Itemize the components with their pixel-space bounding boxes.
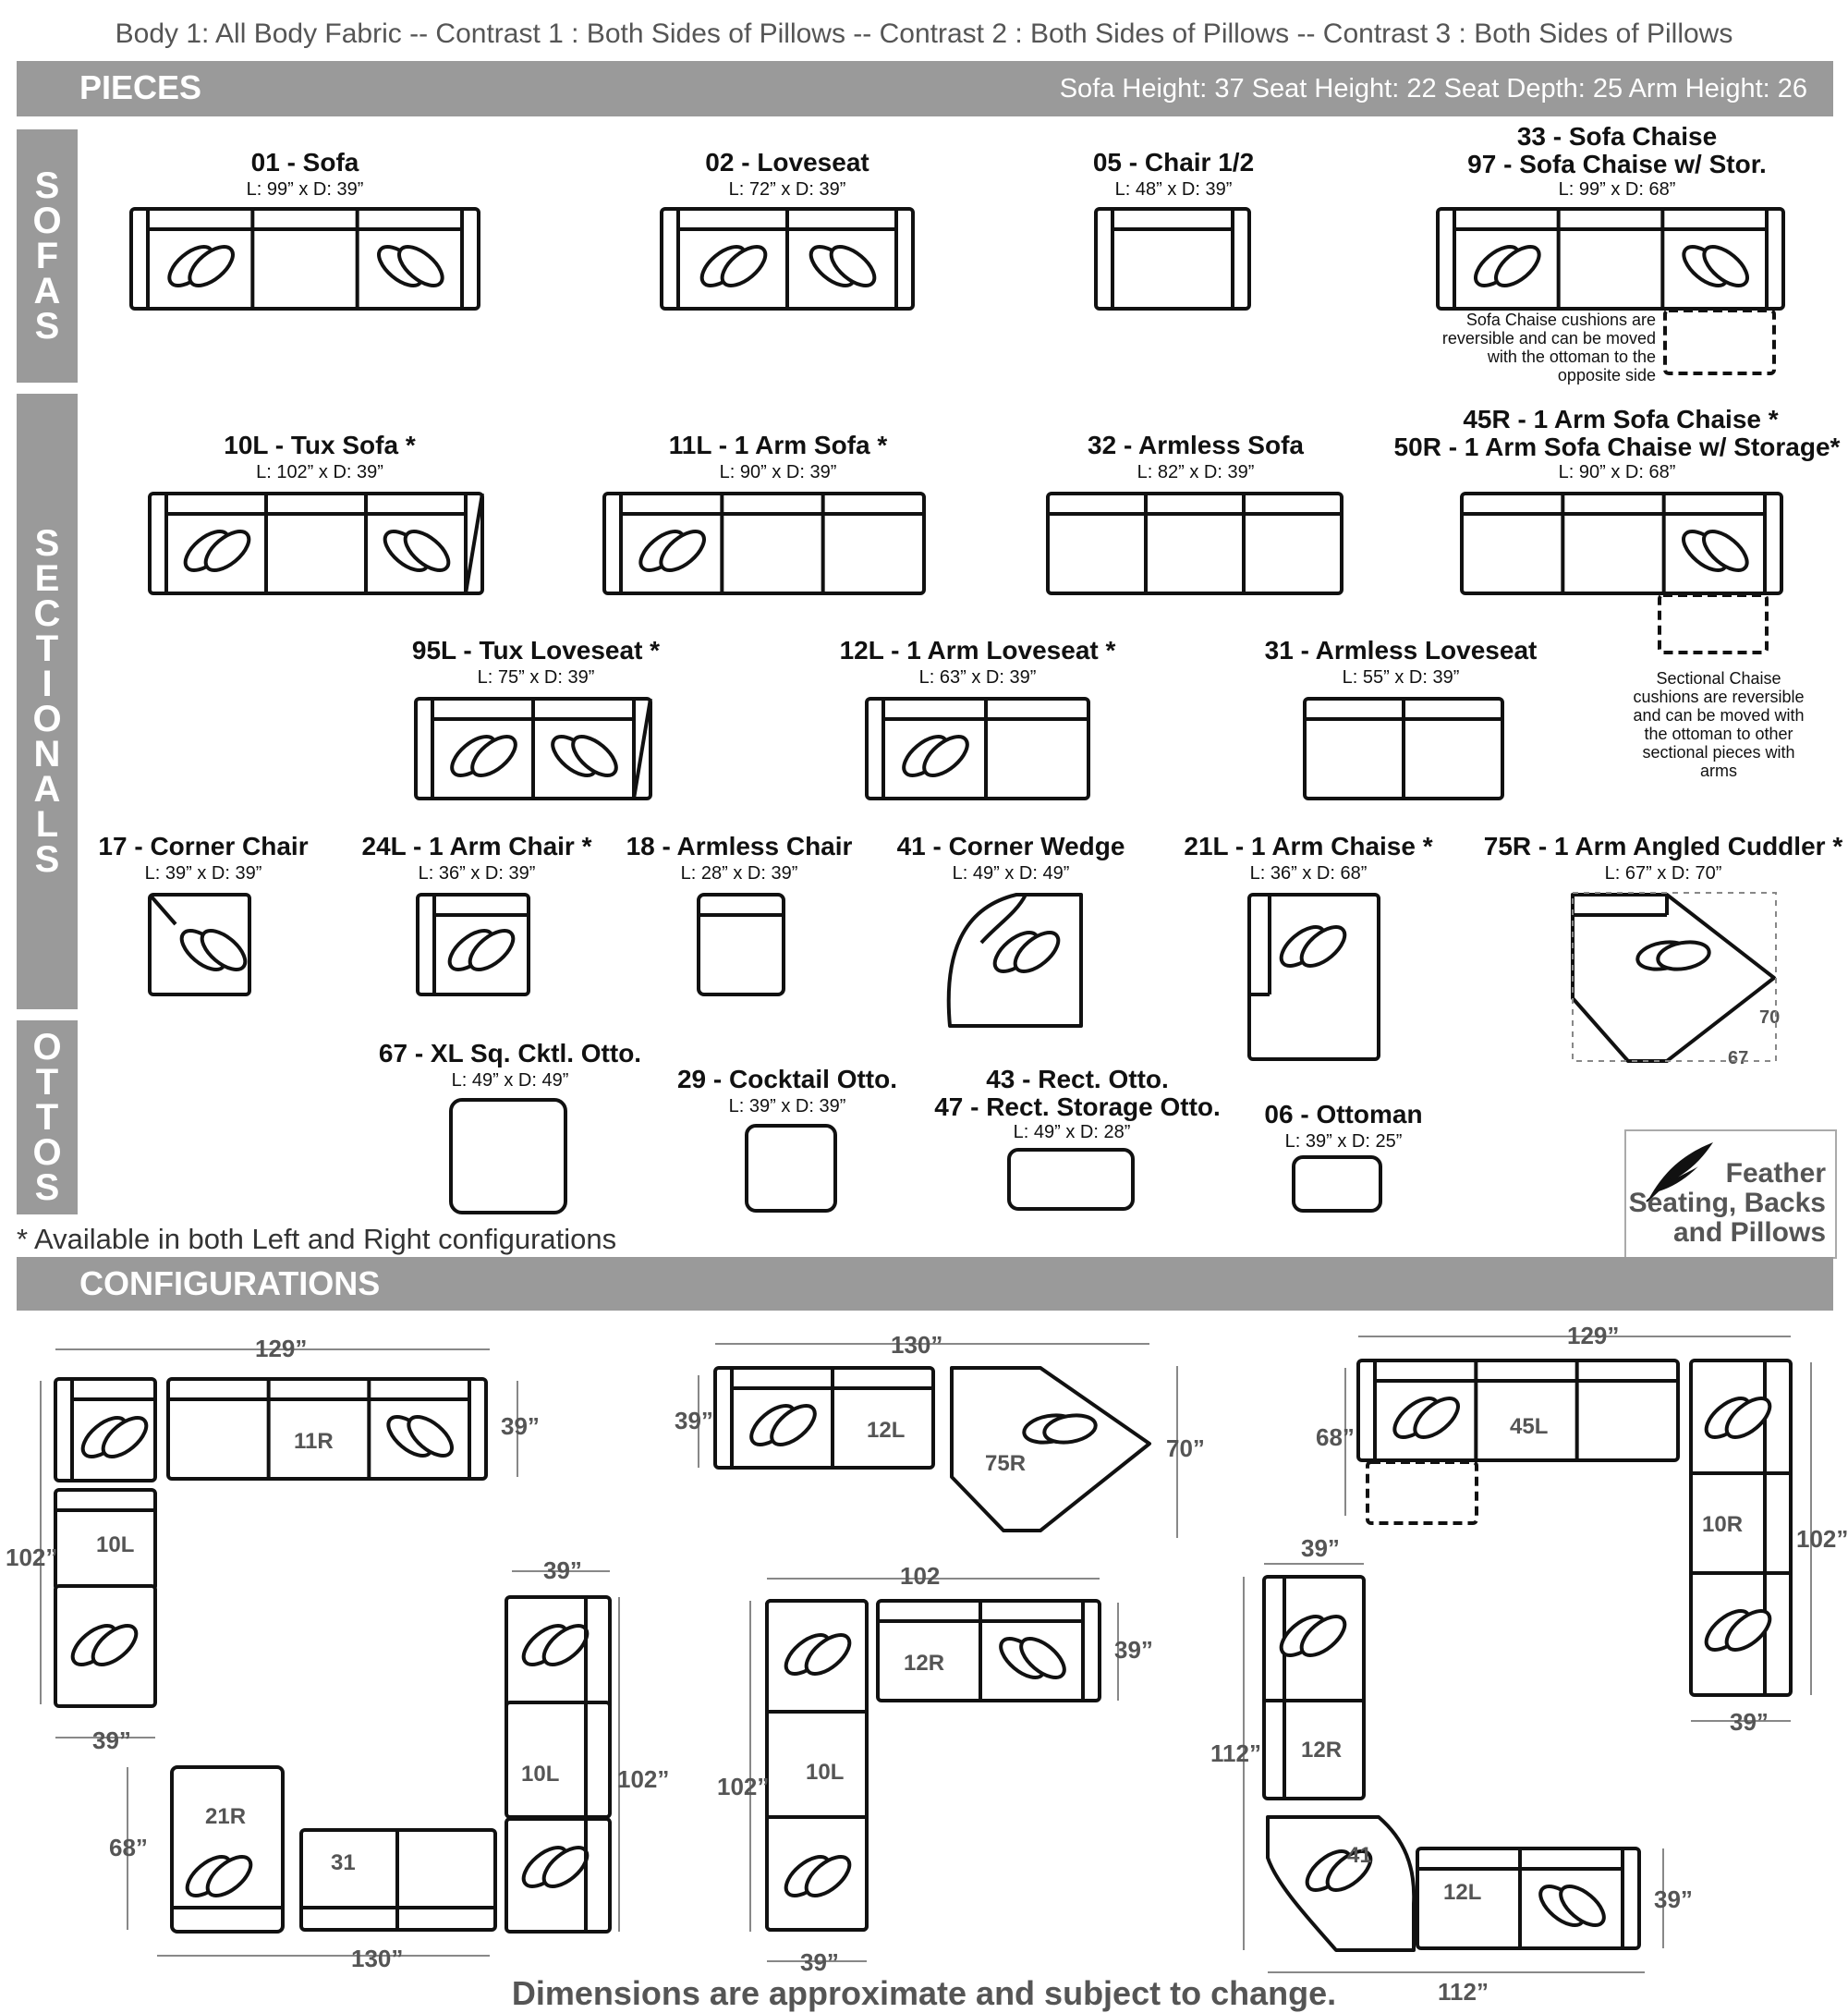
piece-name: 45R - 1 Arm Sofa Chaise * <box>1463 405 1779 433</box>
piece-name: 02 - Loveseat <box>705 148 869 177</box>
piece-outline <box>1009 1150 1133 1209</box>
piece-outline <box>1665 311 1774 373</box>
piece-outline <box>747 1126 835 1211</box>
piece-outline <box>952 1368 1149 1531</box>
config-piece-label: 12R <box>904 1651 945 1676</box>
piece-outline <box>1573 895 1774 1061</box>
cuddler-depth-label: 70 <box>1759 1007 1781 1028</box>
piece-dim: L: 99” x D: 68” <box>1558 179 1676 200</box>
piece-name: 32 - Armless Sofa <box>1088 431 1304 459</box>
config-piece-label: 10L <box>806 1760 845 1785</box>
piece-outline <box>451 1100 565 1213</box>
piece-dim: L: 49” x D: 28” <box>1013 1122 1131 1142</box>
piece-name: 75R - 1 Arm Angled Cuddler * <box>1483 832 1843 860</box>
piece-outline <box>1660 595 1767 653</box>
config-piece-label: 21R <box>205 1804 247 1829</box>
piece-outline <box>1096 209 1249 309</box>
piece-name-alt: 50R - 1 Arm Sofa Chaise w/ Storage* <box>1393 433 1841 461</box>
piece-outline <box>699 895 784 994</box>
config-dimension: 102” <box>1796 1525 1848 1553</box>
config-dimension: 129” <box>255 1335 308 1362</box>
piece-name: 95L - Tux Loveseat * <box>411 636 661 665</box>
piece-name: 29 - Cocktail Otto. <box>676 1065 898 1093</box>
config-piece-label: 12L <box>1443 1880 1482 1905</box>
piece-name: 10L - Tux Sofa * <box>224 431 416 459</box>
piece-name: 05 - Chair 1/2 <box>1092 148 1255 177</box>
piece-name: 18 - Armless Chair <box>626 832 853 860</box>
side-label-sectionals: S E C T I O N A L S <box>17 394 78 1009</box>
piece-name: 31 - Armless Loveseat <box>1264 636 1538 665</box>
piece-name: 21L - 1 Arm Chaise * <box>1184 832 1433 860</box>
piece-name-alt: 47 - Rect. Storage Otto. <box>934 1092 1221 1121</box>
piece-name: 24L - 1 Arm Chair * <box>361 832 592 860</box>
config-dimension: 39” <box>800 1948 839 1976</box>
piece-name: 11L - 1 Arm Sofa * <box>668 431 888 459</box>
piece-dim: L: 39” x D: 39” <box>728 1096 846 1116</box>
config-piece-label: 41 <box>1347 1843 1372 1868</box>
feather-text: Feather Seating, Backs and Pillows <box>1628 1158 1826 1248</box>
piece-dim: L: 39” x D: 39” <box>144 863 262 884</box>
config-dimension: 70” <box>1166 1434 1205 1462</box>
piece-name: 17 - Corner Chair <box>98 832 309 860</box>
side-label-ottos: O T T O S <box>17 1020 78 1214</box>
piece-dim: L: 36” x D: 68” <box>1249 863 1368 884</box>
cuddler-length-label: 67 <box>1728 1048 1749 1068</box>
fabric-info-line: Body 1: All Body Fabric -- Contrast 1 : Both Sides of Pillows -- Contrast 2 : Both Sides of Pillows -- Contrast 3 : Both Sides of Pillows <box>115 18 1733 49</box>
piece-name-alt: 97 - Sofa Chaise w/ Stor. <box>1467 150 1767 178</box>
side-label-sofas: S O F A S <box>17 129 78 383</box>
config-dimension: 112” <box>1210 1739 1261 1767</box>
piece-outline <box>1048 494 1342 593</box>
piece-dim: L: 90” x D: 68” <box>1558 462 1676 482</box>
config-dimension: 39” <box>1114 1636 1153 1664</box>
config-dimension: 130” <box>891 1331 943 1359</box>
piece-outline <box>506 1702 610 1817</box>
config-dimension: 39” <box>1730 1708 1769 1736</box>
config-dimension: 39” <box>543 1556 582 1584</box>
piece-dim: L: 63” x D: 39” <box>918 667 1037 688</box>
config-dimension: 130” <box>351 1945 404 1972</box>
config-piece-label: 45L <box>1510 1414 1549 1439</box>
config-dimension: 102” <box>617 1765 670 1793</box>
config-dimension: 112” <box>1438 1978 1489 2006</box>
piece-name: 06 - Ottoman <box>1264 1100 1423 1128</box>
config-piece-label: 31 <box>331 1850 356 1875</box>
configurations-title: CONFIGURATIONS <box>79 1264 381 1302</box>
config-dimension: 39” <box>1654 1885 1693 1913</box>
piece-dim: L: 102” x D: 39” <box>256 462 383 482</box>
sectional-chaise-note: Sectional Chaise cushions are reversible and can be moved with the ottoman to other sectional pieces with arms <box>1633 669 1805 780</box>
config-piece-label: 12R <box>1301 1738 1343 1763</box>
piece-name: 33 - Sofa Chaise <box>1516 122 1718 151</box>
piece-name: 41 - Corner Wedge <box>896 832 1125 860</box>
config-dimension: 39” <box>92 1726 131 1754</box>
piece-outline <box>1294 1157 1380 1211</box>
piece-dim: L: 48” x D: 39” <box>1114 179 1233 200</box>
config-piece-label: 10L <box>96 1532 135 1557</box>
piece-dim: L: 67” x D: 70” <box>1604 863 1722 884</box>
config-dimension: 129” <box>1567 1322 1620 1349</box>
piece-dim: L: 99” x D: 39” <box>246 179 364 200</box>
config-dimension: 68” <box>1316 1423 1355 1451</box>
piece-name: 67 - XL Sq. Cktl. Otto. <box>378 1039 642 1068</box>
config-dimension: 102” <box>717 1773 770 1800</box>
disclaimer-footer: Dimensions are approximate and subject to change. <box>511 1974 1337 2012</box>
piece-outline <box>1368 1462 1477 1523</box>
piece-dim: L: 90” x D: 39” <box>719 462 837 482</box>
piece-dim: L: 49” x D: 49” <box>451 1070 569 1091</box>
config-dimension: 102” <box>6 1543 58 1571</box>
config-piece-label: 11R <box>294 1429 334 1454</box>
config-piece-label: 10R <box>1702 1512 1744 1537</box>
piece-dim: L: 36” x D: 39” <box>418 863 536 884</box>
piece-dim: L: 75” x D: 39” <box>477 667 595 688</box>
piece-dim: L: 39” x D: 25” <box>1284 1131 1403 1152</box>
config-dimension: 102 <box>900 1562 941 1590</box>
config-dimension: 39” <box>675 1407 713 1434</box>
piece-name: 12L - 1 Arm Loveseat * <box>839 636 1116 665</box>
piece-outline <box>867 699 1088 799</box>
piece-dim: L: 49” x D: 49” <box>952 863 1070 884</box>
config-dimension: 68” <box>109 1834 148 1861</box>
pieces-title: PIECES <box>79 68 202 106</box>
config-piece-label: 75R <box>985 1451 1027 1476</box>
config-dimension: 39” <box>1301 1534 1340 1562</box>
piece-dim: L: 55” x D: 39” <box>1342 667 1460 688</box>
piece-dim: L: 82” x D: 39” <box>1137 462 1255 482</box>
piece-outline <box>1264 1577 1364 1799</box>
piece-name: 43 - Rect. Otto. <box>986 1065 1169 1093</box>
piece-dim: L: 28” x D: 39” <box>680 863 798 884</box>
piece-name: 01 - Sofa <box>250 148 359 177</box>
availability-note: * Available in both Left and Right configurations <box>17 1223 617 1255</box>
config-piece-label: 10L <box>521 1762 560 1787</box>
sofa-chaise-note: Sofa Chaise cushions are reversible and can be moved with the ottoman to the opposite side <box>1441 311 1656 384</box>
config-dimension: 39” <box>501 1412 540 1440</box>
height-specs: Sofa Height: 37 Seat Height: 22 Seat Depth: 25 Arm Height: 26 <box>1059 74 1807 104</box>
config-piece-label: 12L <box>867 1418 906 1443</box>
piece-dim: L: 72” x D: 39” <box>728 179 846 200</box>
